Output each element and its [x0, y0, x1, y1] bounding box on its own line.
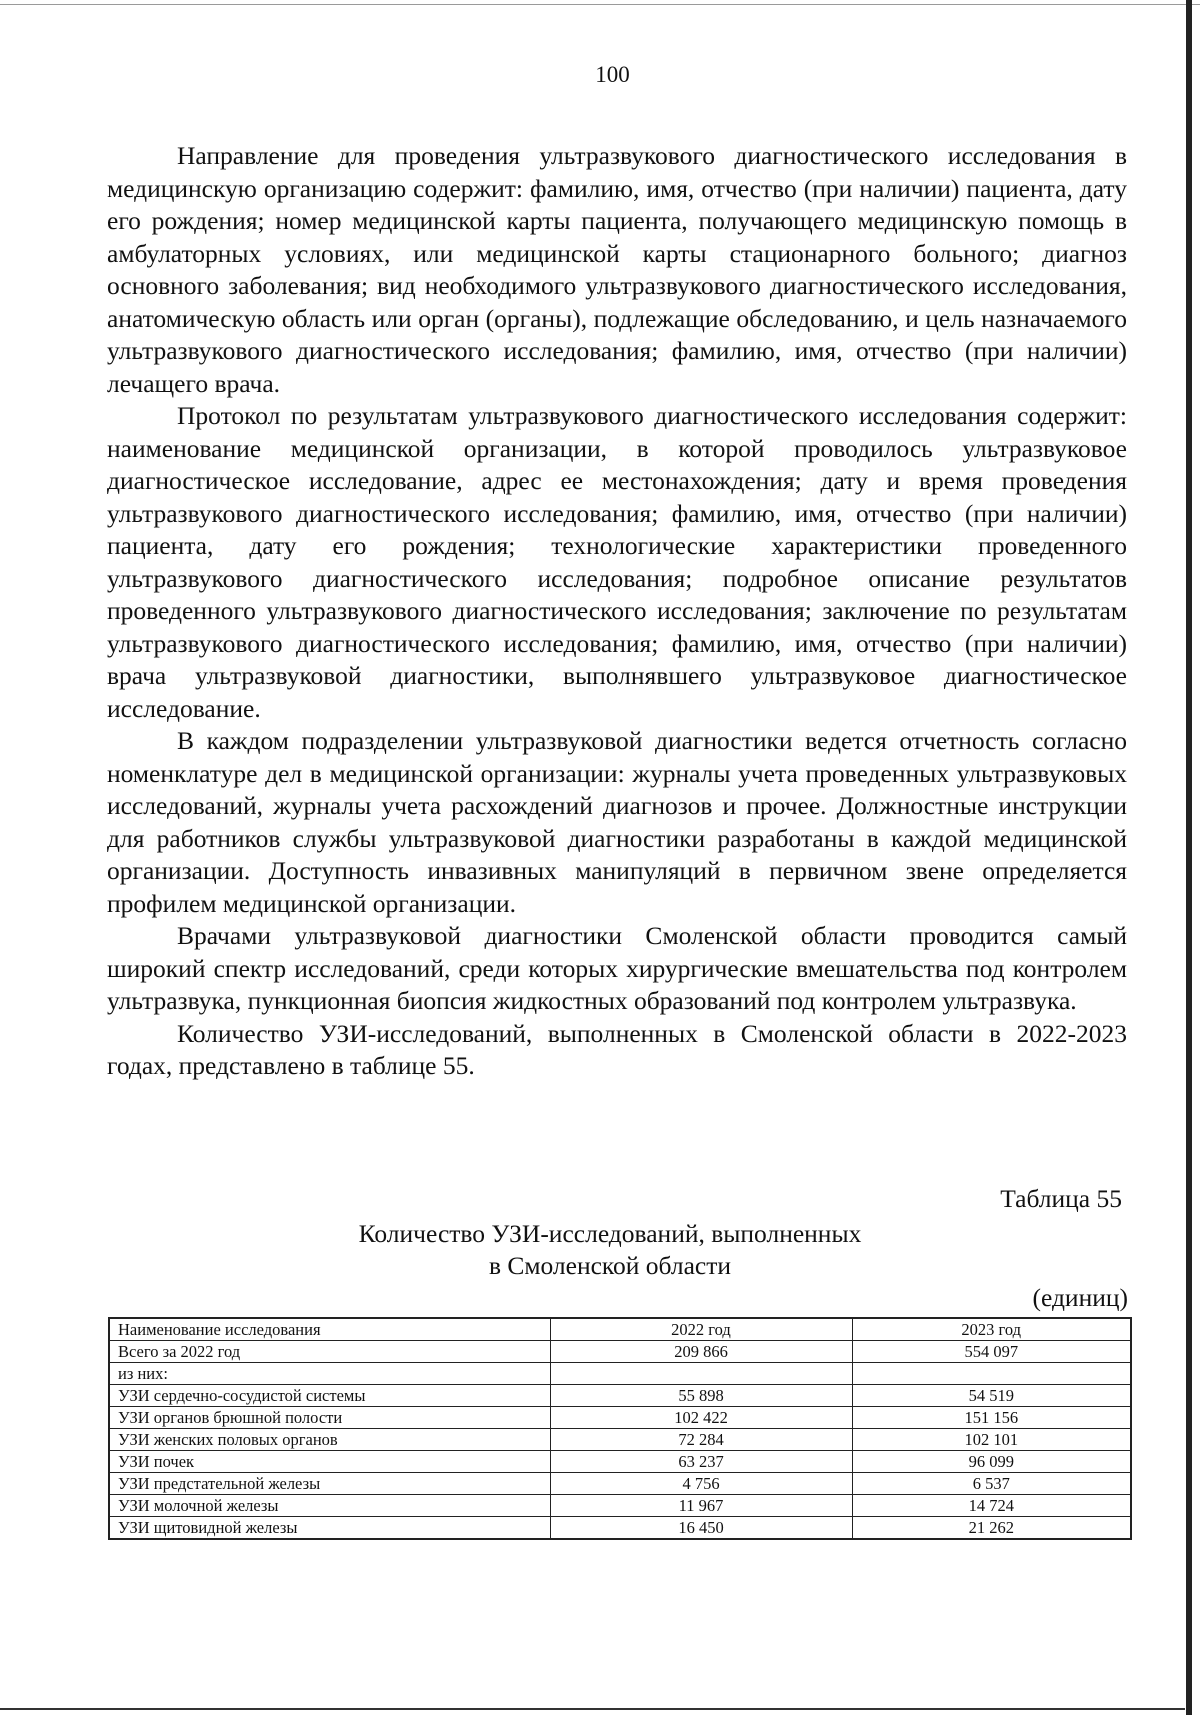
row-value-2023: 14 724 [852, 1495, 1131, 1517]
table-title-line-2: в Смоленской области [488, 1251, 732, 1280]
table-row [109, 1363, 1131, 1385]
header-year-2023: 2023 год [852, 1318, 1131, 1341]
table-header-row [109, 1318, 1131, 1341]
row-label: УЗИ женских половых органов [109, 1429, 550, 1451]
table-row [109, 1385, 1131, 1407]
table-row [109, 1473, 1131, 1495]
table-caption: Таблица 55 [1000, 1184, 1122, 1213]
scan-border-bottom [0, 1708, 1185, 1710]
table-unit: (единиц) [1032, 1283, 1128, 1312]
row-label: УЗИ сердечно-сосудистой системы [109, 1385, 550, 1407]
table-row [109, 1495, 1131, 1517]
row-value-2023: 6 537 [852, 1473, 1131, 1495]
row-value-2022: 55 898 [550, 1385, 852, 1407]
paragraph-reporting: В каждом подразделении ультразвуковой диагностики ведется отчетность согласно номенклатуре дел в медицинской организации: журналы учета проведенных ультразвуковых исследований, журналы учета расхождений диагнозов и прочее. Должностные инструкции для работников службы ультразвуковой диагностики разработаны в каждой медицинской организации. Доступность инвазивных манипуляций в первичном звене определяется профилем медицинской организации. [107, 726, 1127, 918]
ultrasound-stats-table [108, 1317, 1132, 1540]
row-value-2022: 63 237 [550, 1451, 852, 1473]
row-value-2022: 16 450 [550, 1517, 852, 1540]
table-title-line-1: Количество УЗИ-исследований, выполненных [358, 1219, 862, 1248]
row-value-2023: 554 097 [852, 1341, 1131, 1363]
row-value-2023: 96 099 [852, 1451, 1131, 1473]
paragraph-procedures: Врачами ультразвуковой диагностики Смоленской области проводится самый широкий спектр исследований, среди которых хирургические вмешательства под контролем ультразвука, пункционная биопсия жидкостных образований под контролем ультразвука. [107, 921, 1127, 1015]
paragraph-referral: Направление для проведения ультразвукового диагностического исследования в медицинскую организацию содержит: фамилию, имя, отчество (при наличии) пациента, дату его рождения; номер медицинской карты пациента, получающего медицинскую помощь в амбулаторных условиях, или медицинской карты стационарного больного; диагноз основного заболевания; вид необходимого ультразвукового диагностического исследования, анатомическую область или орган (органы), подлежащие обследованию, и цель назначаемого ультразвукового диагностического исследования; фамилию, имя, отчество (при наличии) лечащего врача. [107, 141, 1127, 398]
row-value-2023: 21 262 [852, 1517, 1131, 1540]
row-label: Всего за 2022 год [109, 1341, 550, 1363]
header-study-name: Наименование исследования [109, 1318, 550, 1341]
row-value-2023: 151 156 [852, 1407, 1131, 1429]
row-value-2023: 102 101 [852, 1429, 1131, 1451]
row-value-2022: 11 967 [550, 1495, 852, 1517]
table-row [109, 1451, 1131, 1473]
paragraph-table-intro: Количество УЗИ-исследований, выполненных в Смоленской области в 2022-2023 годах, представлено в таблице 55. [107, 1018, 1127, 1080]
row-label: УЗИ щитовидной железы [109, 1517, 550, 1540]
body-text [107, 140, 1127, 1083]
row-label: УЗИ предстательной железы [109, 1473, 550, 1495]
row-label: УЗИ органов брюшной полости [109, 1407, 550, 1429]
table-row [109, 1429, 1131, 1451]
row-label: из них: [109, 1363, 550, 1385]
row-label: УЗИ молочной железы [109, 1495, 550, 1517]
paragraph-protocol: Протокол по результатам ультразвукового диагностического исследования содержит: наименование медицинской организации, в которой проводилось ультразвуковое диагностическое исследование, адрес ее местонахождения; дату и время проведения ультразвукового диагностического исследования; фамилию, имя, отчество (при наличии) пациента, дату его рождения; технологические характеристики проведенного ультразвукового диагностического исследования; подробное описание результатов проведенного ультразвукового диагностического исследования; заключение по результатам ультразвукового диагностического исследования; фамилию, имя, отчество (при наличии) врача ультразвуковой диагностики, выполнявшего ультразвуковое диагностическое исследование. [107, 401, 1127, 723]
row-value-2023 [852, 1363, 1131, 1385]
table-title [260, 1218, 960, 1282]
row-value-2022: 4 756 [550, 1473, 852, 1495]
row-value-2022: 72 284 [550, 1429, 852, 1451]
table-row [109, 1341, 1131, 1363]
header-year-2022: 2022 год [550, 1318, 852, 1341]
row-value-2022 [550, 1363, 852, 1385]
row-value-2022: 209 866 [550, 1341, 852, 1363]
row-value-2023: 54 519 [852, 1385, 1131, 1407]
row-label: УЗИ почек [109, 1451, 550, 1473]
row-value-2022: 102 422 [550, 1407, 852, 1429]
table-row [109, 1407, 1131, 1429]
scan-edge-right [1186, 0, 1192, 1715]
page-number: 100 [595, 62, 630, 87]
scan-border-top [0, 4, 1200, 5]
table-row [109, 1517, 1131, 1540]
